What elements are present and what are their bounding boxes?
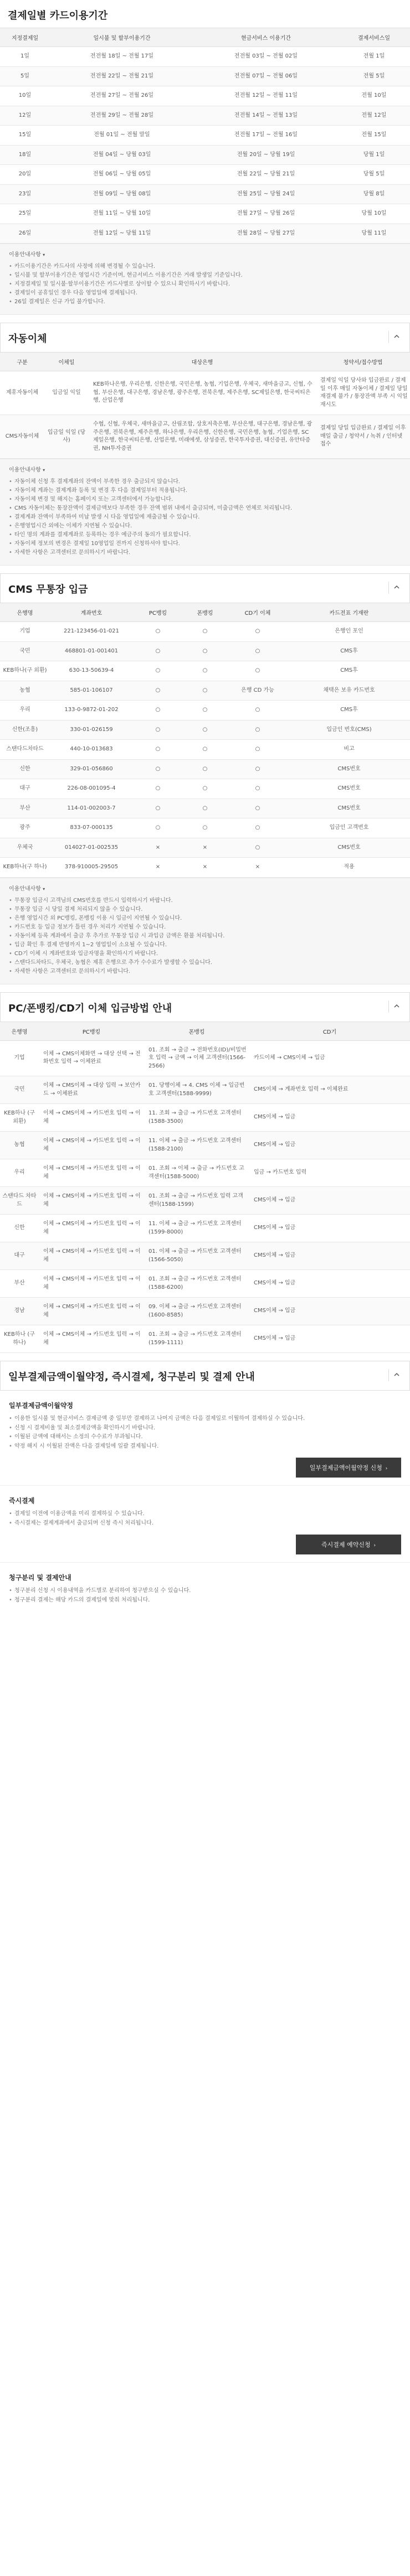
table-cell: 전전월 22일 ~ 전월 21일 bbox=[50, 66, 194, 86]
table-cell: 국민 bbox=[0, 641, 50, 661]
table-cell: 25일 bbox=[0, 204, 50, 224]
cms-table bbox=[0, 603, 410, 878]
table-cell: CMS이체 → 입금 bbox=[249, 1242, 410, 1270]
table-cell: ○ bbox=[133, 779, 183, 799]
table-row bbox=[0, 415, 410, 459]
chevron-up-icon[interactable] bbox=[388, 1369, 401, 1381]
notice-item: • 약정 해지 시 이월된 잔액은 다음 결제일에 일괄 결제됩니다. bbox=[9, 1442, 401, 1452]
column-header: 일시불 및 할부이용기간 bbox=[50, 28, 194, 47]
autopay-header[interactable] bbox=[0, 323, 410, 353]
table-cell: KEB하나(구 하나) bbox=[0, 858, 50, 878]
table-cell: CMS이체 → 입금 bbox=[249, 1298, 410, 1325]
table-cell: ○ bbox=[227, 720, 288, 740]
table-cell: 이체 → CMS이체 → 카드번호 입력 → 이체 bbox=[39, 1270, 144, 1298]
table-row bbox=[0, 371, 410, 415]
column-header: 구분 bbox=[0, 353, 44, 371]
column-header: 지정결제일 bbox=[0, 28, 50, 47]
table-cell: CMS번호 bbox=[288, 779, 410, 799]
payments-header[interactable] bbox=[0, 1361, 410, 1391]
table-cell: 133-0-9872-01-202 bbox=[50, 701, 133, 721]
table-cell: 비고 bbox=[288, 740, 410, 760]
table-cell: 부산 bbox=[0, 799, 50, 818]
table-cell: CMS번호 bbox=[288, 838, 410, 858]
table-cell: ○ bbox=[133, 661, 183, 681]
table-cell: 이체 → CMS이체화면 → 대상 선택 → 전화번호 입력 → 이체완료 bbox=[39, 1040, 144, 1076]
table-row bbox=[0, 799, 410, 818]
table-cell: 이체 → CMS이체 → 카드번호 입력 → 이체 bbox=[39, 1104, 144, 1132]
autopay-table bbox=[0, 353, 410, 459]
partial-carryover-title: 일부결제금액이월약정 bbox=[9, 1402, 73, 1409]
table-cell: 당월 5일 bbox=[338, 165, 410, 185]
table-cell: 전월 10일 bbox=[338, 86, 410, 106]
table-cell: ○ bbox=[133, 799, 183, 818]
table-cell: × bbox=[183, 838, 227, 858]
cms-section bbox=[0, 573, 410, 984]
table-cell: 330-01-026159 bbox=[50, 720, 133, 740]
table-row bbox=[0, 858, 410, 878]
table-cell: 제휴자동이체 bbox=[0, 371, 44, 415]
table-cell: 전월 11일 ~ 당월 10일 bbox=[50, 204, 194, 224]
table-cell: 전월 28일 ~ 당월 27일 bbox=[194, 224, 338, 243]
table-cell: 농협 bbox=[0, 1132, 39, 1159]
table-cell: 우리 bbox=[0, 1159, 39, 1187]
table-row bbox=[0, 759, 410, 779]
table-row bbox=[0, 661, 410, 681]
notice-item: • 이월된 금액에 대해서는 소정의 수수료가 부과됩니다. bbox=[9, 1433, 401, 1442]
table-cell: 농협 bbox=[0, 681, 50, 701]
table-cell: 이체 → CMS이체 → 카드번호 입력 → 이체 bbox=[39, 1159, 144, 1187]
table-cell: 부산 bbox=[0, 1270, 39, 1298]
table-cell: 전월 15일 bbox=[338, 126, 410, 146]
notice-item: • 지정결제일 및 일시불·할부이용기간은 카드사별로 상이할 수 있으니 확인하시기 바랍니다. bbox=[9, 280, 401, 289]
table-cell: × bbox=[133, 858, 183, 878]
table-cell: 전전월 18일 ~ 전월 17일 bbox=[50, 47, 194, 67]
notice-title: 이용안내사항 ▾ bbox=[9, 885, 45, 892]
table-cell: 11. 이체 → 출금 → 카드번호 고객센터(1599-8000) bbox=[144, 1215, 249, 1242]
table-cell: 결제일 당일 입금완료 / 결제일 이후 매일 출금 / 청약서 / 녹취 / 인터넷 접수 bbox=[316, 415, 410, 459]
table-row bbox=[0, 779, 410, 799]
table-cell: 전전월 29일 ~ 전월 28일 bbox=[50, 106, 194, 126]
table-cell: 대구 bbox=[0, 1242, 39, 1270]
table-cell: 경남 bbox=[0, 1298, 39, 1325]
table-cell: ○ bbox=[227, 779, 288, 799]
table-cell: 이체 → CMS이체 → 카드번호 입력 → 이체 bbox=[39, 1215, 144, 1242]
table-row bbox=[0, 1187, 410, 1215]
table-cell: 전월 04일 ~ 당월 03일 bbox=[50, 145, 194, 165]
pc-phone-header[interactable] bbox=[0, 992, 410, 1022]
table-cell: 적용 bbox=[288, 858, 410, 878]
installment-table bbox=[0, 28, 410, 243]
table-cell: 전월 06일 ~ 당월 05일 bbox=[50, 165, 194, 185]
table-cell: 전월 12일 ~ 당월 11일 bbox=[50, 224, 194, 243]
table-cell: CMS이체 → 계좌번호 입력 → 이체완료 bbox=[249, 1076, 410, 1104]
table-cell: ○ bbox=[133, 701, 183, 721]
table-cell: 전전월 14일 ~ 전월 13일 bbox=[194, 106, 338, 126]
table-cell: ○ bbox=[183, 720, 227, 740]
table-cell: 01. 조회 → 이체 → 출금 → 카드번호 고객센터(1588-5000) bbox=[144, 1159, 249, 1187]
table-cell: ○ bbox=[133, 759, 183, 779]
notice-item: • 카드번호 등 입금 정보가 틀린 경우 처리가 지연될 수 있습니다. bbox=[9, 923, 401, 932]
table-cell: 12일 bbox=[0, 106, 50, 126]
notice-item: • 결제일 이전에 이용금액을 미리 결제하실 수 있습니다. bbox=[9, 1510, 401, 1519]
table-cell: 221-123456-01-021 bbox=[50, 622, 133, 642]
table-row bbox=[0, 1104, 410, 1132]
table-cell: 11. 조회 → 출금 → 카드번호 고객센터(1588-3500) bbox=[144, 1104, 249, 1132]
table-row bbox=[0, 1298, 410, 1325]
table-cell: ○ bbox=[133, 818, 183, 838]
table-cell: 01. 조회 → 출금 → 카드번호 입력 고객센터(1588-1599) bbox=[144, 1187, 249, 1215]
table-cell: 전전월 12일 ~ 전월 11일 bbox=[194, 86, 338, 106]
table-cell: 스탠다드 차타드 bbox=[0, 1187, 39, 1215]
table-cell: ○ bbox=[183, 779, 227, 799]
table-cell: 01. 조회 → 출금 → 카드번호 고객센터(1599-1111) bbox=[144, 1325, 249, 1353]
instant-payment-title: 즉시결제 bbox=[9, 1497, 35, 1505]
table-cell: 전전월 03일 ~ 전월 02일 bbox=[194, 47, 338, 67]
table-cell: CMS이체 → 입금 bbox=[249, 1104, 410, 1132]
table-cell: ○ bbox=[227, 838, 288, 858]
table-cell: CMS후 bbox=[288, 701, 410, 721]
autopay-title: 자동이체 bbox=[8, 333, 47, 345]
column-header: PC뱅킹 bbox=[39, 1022, 144, 1041]
notice-item: • 타인 명의 계좌를 결제계좌로 등록하는 경우 예금주의 동의가 필요합니다. bbox=[9, 531, 401, 540]
table-cell: 당월 11일 bbox=[338, 224, 410, 243]
table-cell: 전월 27일 ~ 당월 26일 bbox=[194, 204, 338, 224]
notice-item: • 청구분리 결제는 해당 카드의 결제일에 맞춰 처리됩니다. bbox=[9, 1596, 401, 1605]
table-cell: 입금인 고객번호 bbox=[288, 818, 410, 838]
payments-section bbox=[0, 1361, 410, 1605]
table-cell: ○ bbox=[183, 740, 227, 760]
notice-item: • CD기 이체 시 계좌번호와 입금자명을 확인하시기 바랍니다. bbox=[9, 950, 401, 958]
chevron-up-icon[interactable] bbox=[388, 582, 401, 594]
table-cell: 대구 bbox=[0, 779, 50, 799]
table-cell: 당월 1일 bbox=[338, 145, 410, 165]
column-header: 이체일 bbox=[44, 353, 89, 371]
table-cell: 20일 bbox=[0, 165, 50, 185]
table-cell: 1일 bbox=[0, 47, 50, 67]
table-cell: 광주 bbox=[0, 818, 50, 838]
table-row bbox=[0, 106, 410, 126]
table-cell: 입금 → 카드번호 입력 bbox=[249, 1159, 410, 1187]
table-cell: 833-07-000135 bbox=[50, 818, 133, 838]
notice-item: • 이용한 일시불 및 현금서비스 결제금액 중 일부만 결제하고 나머지 금액은 다음 결제일로 이월하여 결제하실 수 있습니다. bbox=[9, 1414, 401, 1424]
column-header: 은행명 bbox=[0, 1022, 39, 1041]
table-cell: ○ bbox=[133, 622, 183, 642]
table-cell: ○ bbox=[227, 818, 288, 838]
table-cell: 결제일 익일 당사와 입금완료 / 결제일 이후 매일 자동이체 / 결제일 당일 재결제 불가 / 통장잔액 부족 시 익일 재시도 bbox=[316, 371, 410, 415]
payments-title: 일부결제금액이월약정, 즉시결제, 청구분리 및 결제 안내 bbox=[8, 1371, 255, 1383]
table-row bbox=[0, 224, 410, 243]
table-row bbox=[0, 1325, 410, 1353]
column-header: 폰뱅킹 bbox=[144, 1022, 249, 1041]
table-cell: 23일 bbox=[0, 184, 50, 204]
table-cell: 전전월 17일 ~ 전월 16일 bbox=[194, 126, 338, 146]
table-cell: 신한 bbox=[0, 759, 50, 779]
table-cell: 이체 → CMS이체 → 대상 입력 → 보안카드 → 이체완료 bbox=[39, 1076, 144, 1104]
table-row bbox=[0, 1076, 410, 1104]
column-header: PC뱅킹 bbox=[133, 603, 183, 622]
table-row bbox=[0, 740, 410, 760]
table-cell: ○ bbox=[227, 740, 288, 760]
table-cell: ○ bbox=[227, 799, 288, 818]
table-cell: 01. 조회 → 출금 → 카드번호 고객센터(1588-6200) bbox=[144, 1270, 249, 1298]
table-row bbox=[0, 184, 410, 204]
notice-item: • 자동이체 정보의 변경은 결제일 10영업일 전까지 신청하셔야 합니다. bbox=[9, 540, 401, 548]
table-cell: ○ bbox=[183, 818, 227, 838]
table-row bbox=[0, 1215, 410, 1242]
table-row bbox=[0, 126, 410, 146]
cms-notice bbox=[0, 878, 410, 984]
notice-item: • 무통장 입금시 고객님의 CMS번호를 반드시 입력하시기 바랍니다. bbox=[9, 896, 401, 905]
table-cell: 전월 22일 ~ 당월 21일 bbox=[194, 165, 338, 185]
notice-item: • 자세한 사항은 고객센터로 문의하시기 바랍니다. bbox=[9, 967, 401, 976]
notice-item: • 스탠다드차타드, 우체국, 농협은 제휴 은행으로 추가 수수료가 발생할 수 있습니다. bbox=[9, 958, 401, 967]
table-cell: 329-01-056860 bbox=[50, 759, 133, 779]
partial-carryover bbox=[0, 1391, 410, 1486]
table-cell: 01. 이체 → 출금 → 카드번호 고객센터(1566-5050) bbox=[144, 1242, 249, 1270]
table-cell: ○ bbox=[183, 622, 227, 642]
table-cell: 226-08-001095-4 bbox=[50, 779, 133, 799]
table-cell: ○ bbox=[183, 661, 227, 681]
table-cell: ○ bbox=[227, 701, 288, 721]
partial-carryover-apply-button[interactable]: 일부결제금액이월약정 신청 › bbox=[296, 1458, 401, 1478]
notice-item: • 자동이체 변경 및 해지는 홈페이지 또는 고객센터에서 가능합니다. bbox=[9, 495, 401, 504]
table-cell: 15일 bbox=[0, 126, 50, 146]
notice-item: • 신청 시 결제비율 및 최소결제금액을 확인하시기 바랍니다. bbox=[9, 1424, 401, 1433]
column-header: 현금서비스 이용기간 bbox=[194, 28, 338, 47]
column-header: 결제서비스일 bbox=[338, 28, 410, 47]
chevron-up-icon[interactable] bbox=[388, 331, 401, 343]
table-cell: 전월 20일 ~ 당월 19일 bbox=[194, 145, 338, 165]
table-cell: KEB하나(구 외환) bbox=[0, 661, 50, 681]
table-cell: CMS이체 → 입금 bbox=[249, 1270, 410, 1298]
notice-item: • CMS 자동이체는 통장잔액이 결제금액보다 부족한 경우 잔액 범위 내에서 출금되며, 미출금액은 연체로 처리됩니다. bbox=[9, 504, 401, 513]
table-cell: 014027-01-002535 bbox=[50, 838, 133, 858]
table-cell: 468801-01-001401 bbox=[50, 641, 133, 661]
table-cell: 10일 bbox=[0, 86, 50, 106]
notice-title: 이용안내사항 ▾ bbox=[9, 467, 45, 473]
table-cell: ○ bbox=[227, 641, 288, 661]
table-row bbox=[0, 165, 410, 185]
table-cell: 18일 bbox=[0, 145, 50, 165]
table-cell: 이체 → CMS이체 → 카드번호 입력 → 이체 bbox=[39, 1187, 144, 1215]
table-cell: × bbox=[183, 858, 227, 878]
table-cell: ○ bbox=[183, 701, 227, 721]
table-row bbox=[0, 701, 410, 721]
table-cell: ○ bbox=[227, 759, 288, 779]
table-cell: 전월 01일 ~ 전월 말일 bbox=[50, 126, 194, 146]
table-row bbox=[0, 47, 410, 67]
table-cell: CMS자동이체 bbox=[0, 415, 44, 459]
table-cell: KEB하나 (구 외환) bbox=[0, 1104, 39, 1132]
table-cell: 채택은 보유 카드번호 bbox=[288, 681, 410, 701]
notice-item: • 은행영업시간 외에는 이체가 지연될 수 있습니다. bbox=[9, 522, 401, 531]
table-cell: 09. 이체 → 출금 → 카드번호 고객센터(1600-8585) bbox=[144, 1298, 249, 1325]
table-cell: ○ bbox=[183, 681, 227, 701]
table-cell: 01. 조회 → 출금 → 전화번호(ID)/비밀번호 입력 → 금액 → 이체 고객센터(1566-2566) bbox=[144, 1040, 249, 1076]
table-row bbox=[0, 1040, 410, 1076]
table-cell: 26일 bbox=[0, 224, 50, 243]
table-cell: 이체 → CMS이체 → 카드번호 입력 → 이체 bbox=[39, 1132, 144, 1159]
table-row bbox=[0, 86, 410, 106]
table-cell: 당월 10일 bbox=[338, 204, 410, 224]
cms-title: CMS 무통장 입금 bbox=[8, 584, 88, 595]
table-cell: ○ bbox=[183, 759, 227, 779]
table-cell: CMS후 bbox=[288, 641, 410, 661]
installment-title: 결제일별 카드이용기간 bbox=[0, 0, 410, 28]
instant-payment-reserve-button[interactable]: 즉시결제 예약신청 › bbox=[296, 1535, 401, 1554]
notice-title: 이용안내사항 ▾ bbox=[9, 252, 45, 258]
table-cell: 입금일 익일 bbox=[44, 371, 89, 415]
table-cell: 440-10-013683 bbox=[50, 740, 133, 760]
table-row bbox=[0, 145, 410, 165]
table-cell: 01. 당행이체 → 4. CMS 이체 → 입금번호 고객센터(1588-9999) bbox=[144, 1076, 249, 1104]
table-cell: KEB하나은행, 우리은행, 신한은행, 국민은행, 농협, 기업은행, 우체국, 새마을금고, 신협, 수협, 부산은행, 대구은행, 경남은행, 광주은행, 전북은행, 제주은행, SC제일은행, 한국씨티은행, 산업은행 bbox=[89, 371, 316, 415]
cms-header[interactable] bbox=[0, 573, 410, 603]
notice-item: • 결제계좌 잔액이 부족하여 미납 발생 시 다음 영업일에 재출금될 수 있습니다. bbox=[9, 513, 401, 522]
installment-section bbox=[0, 0, 410, 315]
table-row bbox=[0, 838, 410, 858]
table-cell: 11. 이체 → 출금 → 카드번호 고객센터(1588-2100) bbox=[144, 1132, 249, 1159]
table-row bbox=[0, 66, 410, 86]
table-cell: 이체 → CMS이체 → 카드번호 입력 → 이체 bbox=[39, 1242, 144, 1270]
table-row bbox=[0, 681, 410, 701]
table-cell: 우리 bbox=[0, 701, 50, 721]
installment-notice bbox=[0, 243, 410, 315]
table-cell: 5일 bbox=[0, 66, 50, 86]
table-cell: 전월 1일 bbox=[338, 47, 410, 67]
table-cell: × bbox=[227, 858, 288, 878]
table-row bbox=[0, 1132, 410, 1159]
column-header: CD기 이체 bbox=[227, 603, 288, 622]
table-cell: 카드이체 → CMS이체 → 입금 bbox=[249, 1040, 410, 1076]
table-row bbox=[0, 641, 410, 661]
table-cell: 114-01-002003-7 bbox=[50, 799, 133, 818]
table-cell: ○ bbox=[183, 799, 227, 818]
table-cell: ○ bbox=[133, 740, 183, 760]
table-cell: 수협, 신협, 우체국, 새마을금고, 산림조합, 상호저축은행, 부산은행, 대구은행, 경남은행, 광주은행, 전북은행, 제주은행, 하나은행, 우리은행, 신한은행, 국민은행, 농협, 기업은행, SC제일은행, 한국씨티은행, 산업은행, 미래에셋, 삼성증권, 한국투자증권, 대신증권, 유안타증권, NH투자증권 bbox=[89, 415, 316, 459]
table-cell: 입금인 번호(CMS) bbox=[288, 720, 410, 740]
table-cell: 전월 25일 ~ 당월 24일 bbox=[194, 184, 338, 204]
table-cell: CMS이체 → 입금 bbox=[249, 1325, 410, 1353]
pc-phone-title: PC/폰뱅킹/CD기 이체 입금방법 안내 bbox=[8, 1002, 172, 1014]
notice-item: • 청구분리 신청 시 이용내역을 카드별로 분리하여 청구받으실 수 있습니다. bbox=[9, 1587, 401, 1596]
table-cell: 우체국 bbox=[0, 838, 50, 858]
table-cell: CMS후 bbox=[288, 661, 410, 681]
table-cell: 이체 → CMS이체 → 카드번호 입력 → 이체 bbox=[39, 1325, 144, 1353]
column-header: CD기 bbox=[249, 1022, 410, 1041]
chevron-up-icon[interactable] bbox=[388, 1001, 401, 1013]
split-billing-title: 청구분리 및 결제안내 bbox=[9, 1574, 71, 1582]
autopay-section bbox=[0, 323, 410, 566]
table-cell: CMS이체 → 입금 bbox=[249, 1215, 410, 1242]
table-cell: 은행 CD 가능 bbox=[227, 681, 288, 701]
notice-item: • 카드이용기간은 카드사의 사정에 의해 변경될 수 있습니다. bbox=[9, 262, 401, 271]
table-cell: 전월 5일 bbox=[338, 66, 410, 86]
table-cell: 신한(조흥) bbox=[0, 720, 50, 740]
table-cell: 기업 bbox=[0, 1040, 39, 1076]
column-header: 은행명 bbox=[0, 603, 50, 622]
instant-payment bbox=[0, 1486, 410, 1563]
notice-item: • 자동이체 신청 후 결제계좌의 잔액이 부족한 경우 출금되지 않습니다. bbox=[9, 478, 401, 486]
table-cell: 은행인 포인 bbox=[288, 622, 410, 642]
table-cell: × bbox=[133, 838, 183, 858]
table-cell: 585-01-106107 bbox=[50, 681, 133, 701]
pc-phone-table bbox=[0, 1022, 410, 1354]
table-cell: 이체 → CMS이체 → 카드번호 입력 → 이체 bbox=[39, 1298, 144, 1325]
notice-item: • 자동이체 계좌는 결제계좌 등록 및 변경 후 다음 결제일부터 적용됩니다. bbox=[9, 486, 401, 495]
table-cell: 당월 8일 bbox=[338, 184, 410, 204]
table-cell: ○ bbox=[227, 622, 288, 642]
notice-item: • 무통장 입금 시 당일 결제 처리되지 않을 수 있습니다. bbox=[9, 905, 401, 914]
notice-item: • 은행 영업시간 외 PC뱅킹, 폰뱅킹 이용 시 입금이 지연될 수 있습니다. bbox=[9, 914, 401, 923]
autopay-notice bbox=[0, 459, 410, 566]
table-cell: KEB하나 (구 하나) bbox=[0, 1325, 39, 1353]
table-cell: 전전월 27일 ~ 전월 26일 bbox=[50, 86, 194, 106]
notice-item: • 일시불 및 할부이용기간은 영업시간 기준이며, 현금서비스 이용기간은 거래 발생일 기준입니다. bbox=[9, 271, 401, 280]
column-header: 카드전표 기재란 bbox=[288, 603, 410, 622]
pc-phone-section bbox=[0, 992, 410, 1354]
notice-item: • 입금 확인 후 결제 반영까지 1~2 영업일이 소요될 수 있습니다. bbox=[9, 941, 401, 950]
split-billing bbox=[0, 1563, 410, 1605]
table-cell: 기업 bbox=[0, 622, 50, 642]
notice-item: • 자세한 사항은 고객센터로 문의하시기 바랍니다. bbox=[9, 548, 401, 557]
table-cell: CMS번호 bbox=[288, 799, 410, 818]
table-cell: ○ bbox=[133, 681, 183, 701]
notice-item: • 결제일이 공휴일인 경우 다음 영업일에 결제됩니다. bbox=[9, 289, 401, 298]
table-row bbox=[0, 204, 410, 224]
table-cell: 630-13-50639-4 bbox=[50, 661, 133, 681]
table-cell: CMS번호 bbox=[288, 759, 410, 779]
table-row bbox=[0, 818, 410, 838]
table-cell: 국민 bbox=[0, 1076, 39, 1104]
table-row bbox=[0, 720, 410, 740]
table-cell: ○ bbox=[227, 661, 288, 681]
table-row bbox=[0, 1270, 410, 1298]
table-cell: 378-910005-29505 bbox=[50, 858, 133, 878]
table-cell: 전월 12일 bbox=[338, 106, 410, 126]
column-header: 폰뱅킹 bbox=[183, 603, 227, 622]
table-cell: CMS이체 → 입금 bbox=[249, 1187, 410, 1215]
notice-item: • 즉시결제는 결제계좌에서 출금되며 신청 즉시 처리됩니다. bbox=[9, 1519, 401, 1528]
table-cell: 전월 09일 ~ 당월 08일 bbox=[50, 184, 194, 204]
table-cell: ○ bbox=[133, 641, 183, 661]
column-header: 청약서/접수방법 bbox=[316, 353, 410, 371]
table-row bbox=[0, 1159, 410, 1187]
table-cell: 입금일 익일 (당사) bbox=[44, 415, 89, 459]
table-cell: 스탠다드차타드 bbox=[0, 740, 50, 760]
table-cell: 신한 bbox=[0, 1215, 39, 1242]
table-row bbox=[0, 622, 410, 642]
table-cell: ○ bbox=[183, 641, 227, 661]
notice-item: • 자동이체 등록 계좌에서 출금 후 추가로 무통장 입금 시 과입금 금액은 환불 처리됩니다. bbox=[9, 932, 401, 941]
table-cell: 전전월 07일 ~ 전월 06일 bbox=[194, 66, 338, 86]
notice-item: • 26일 결제일은 신규 가입 불가합니다. bbox=[9, 298, 401, 307]
table-cell: CMS이체 → 입금 bbox=[249, 1132, 410, 1159]
table-row bbox=[0, 1242, 410, 1270]
column-header: 계좌번호 bbox=[50, 603, 133, 622]
table-cell: ○ bbox=[133, 720, 183, 740]
column-header: 대상은행 bbox=[89, 353, 316, 371]
